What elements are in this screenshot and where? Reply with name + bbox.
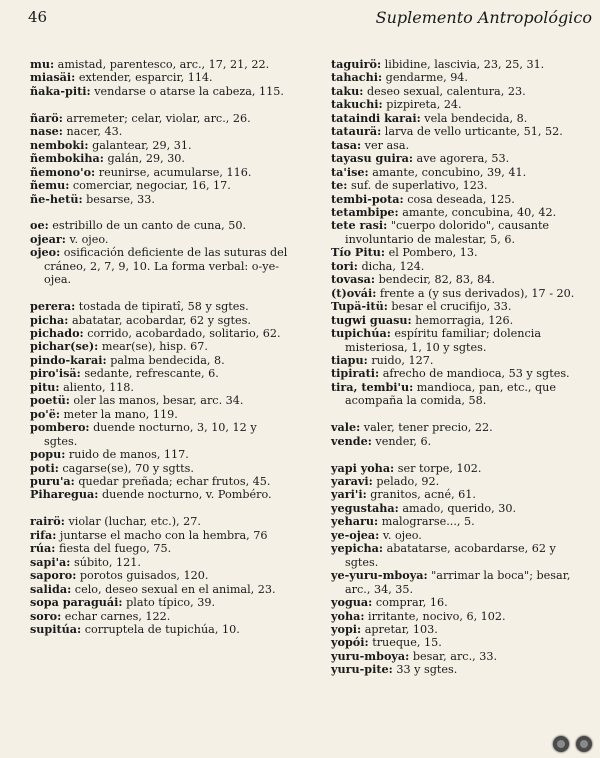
dictionary-entry — [30, 583, 292, 596]
entry-gloss: "arrimar la boca"; besar, arc., 34, 35. — [345, 569, 571, 596]
entry-headword: perera: — [30, 299, 76, 314]
entry-headword: te: — [331, 178, 348, 193]
entry-gloss: celo, deseo sexual en el animal, 23. — [71, 582, 276, 596]
dictionary-entry — [30, 314, 292, 327]
running-title: Suplemento Antropológico — [375, 8, 592, 27]
dictionary-entry — [331, 314, 589, 327]
entry-headword: tataindi karai: — [331, 110, 421, 125]
entry-gap — [30, 98, 292, 111]
entry-headword: taku: — [331, 83, 364, 98]
dictionary-entry — [30, 58, 292, 71]
dictionary-entry — [331, 596, 589, 609]
entry-headword: picha: — [30, 312, 69, 327]
entry-gloss: amistad, parentesco, arc., 17, 21, 22. — [54, 58, 270, 71]
entry-gloss: frente a (y sus derivados), 17 - 20. — [376, 286, 575, 300]
dictionary-entry — [30, 327, 292, 340]
entry-gloss: espíritu familiar; dolencia misteriosa, 1, 10 y sgtes. — [345, 327, 541, 354]
entry-gloss: libidine, lascivia, 23, 25, 31. — [381, 58, 545, 71]
entry-gloss: duende nocturno, v. Pombéro. — [98, 488, 272, 502]
entry-gloss: violar (luchar, etc.), 27. — [64, 515, 201, 529]
dictionary-entry — [30, 556, 292, 569]
entry-gloss: porotos guisados, 120. — [76, 569, 209, 583]
entry-headword: rúa: — [30, 541, 56, 556]
entry-gloss: duende nocturno, 3, 10, 12 y sgtes. — [44, 421, 257, 448]
dictionary-entry — [331, 663, 589, 676]
entry-headword: tugwi guasu: — [331, 312, 412, 327]
dictionary-entry — [331, 300, 589, 313]
dictionary-entry — [331, 287, 589, 300]
entry-headword: ye-ojea: — [331, 527, 380, 542]
entry-headword: tataurä: — [331, 124, 382, 139]
dictionary-entry — [331, 610, 589, 623]
entry-gloss: gendarme, 94. — [382, 71, 468, 85]
dictionary-entry — [30, 488, 292, 501]
entry-gap — [30, 502, 292, 515]
entry-headword: tovasa: — [331, 272, 376, 287]
dictionary-entry — [30, 529, 292, 542]
entry-headword: ñemu: — [30, 178, 70, 193]
dictionary-entry — [331, 367, 589, 380]
dictionary-entry — [331, 623, 589, 636]
dictionary-entry — [331, 179, 589, 192]
entry-gloss: el Pombero, 13. — [385, 246, 478, 260]
entry-gloss: irritante, nocivo, 6, 102. — [364, 609, 506, 623]
dictionary-entry — [331, 636, 589, 649]
entry-headword: taguirö: — [331, 57, 382, 71]
entry-gloss: v. ojeo. — [65, 232, 109, 246]
dictionary-entry — [30, 569, 292, 582]
dictionary-entry — [331, 246, 589, 259]
entry-gloss: vela bendecida, 8. — [420, 111, 528, 125]
entry-headword: sapi'a: — [30, 554, 71, 569]
entry-gloss: suf. de superlativo, 123. — [347, 179, 488, 193]
entry-headword: vende: — [331, 433, 372, 448]
dictionary-entry — [30, 596, 292, 609]
entry-gloss: echar carnes, 122. — [61, 609, 171, 623]
entry-headword: pitu: — [30, 379, 60, 394]
entry-headword: tiapu: — [331, 352, 368, 367]
entry-headword: tasa: — [331, 137, 362, 152]
entry-gloss: vender, 6. — [371, 434, 432, 448]
entry-gloss: tostada de tipiratî, 58 y sgtes. — [75, 300, 249, 314]
entry-headword: yeharu: — [331, 514, 379, 529]
entry-headword: ta'ise: — [331, 164, 369, 179]
entry-gap — [30, 206, 292, 219]
entry-headword: tira, tembi'u: — [331, 379, 414, 394]
dictionary-entry — [30, 300, 292, 313]
dictionary-entry — [331, 650, 589, 663]
entry-headword: tete rasi: — [331, 218, 388, 233]
dictionary-entry — [30, 475, 292, 488]
entry-gloss: quedar preñada; echar frutos, 45. — [74, 475, 271, 488]
dictionary-entry — [331, 435, 589, 448]
dictionary-entry — [331, 421, 589, 434]
entry-headword: ñaka-piti: — [30, 83, 91, 98]
dictionary-entry — [331, 206, 589, 219]
dictionary-entry — [30, 542, 292, 555]
dictionary-entry — [30, 179, 292, 192]
entry-headword: pichado: — [30, 326, 84, 341]
entry-headword: pichar(se): — [30, 339, 99, 354]
entry-headword: ñembokiha: — [30, 151, 104, 166]
dictionary-entry — [30, 246, 292, 286]
entry-headword: takuchi: — [331, 97, 383, 112]
dictionary-entry — [30, 152, 292, 165]
entry-gloss: bendecir, 82, 83, 84. — [375, 273, 495, 287]
entry-gloss: mandioca, pan, etc., que acompaña la comida, 58. — [345, 380, 556, 408]
entry-headword: ye-yuru-mboya: — [331, 568, 428, 583]
entry-gloss: ser torpe, 102. — [394, 461, 482, 475]
entry-gloss: mear(se), hisp. 67. — [98, 340, 208, 354]
dictionary-entry — [30, 381, 292, 394]
dictionary-entry — [30, 219, 292, 232]
entry-headword: pombero: — [30, 420, 90, 435]
entry-headword: supitúa: — [30, 621, 82, 636]
entry-gloss: cosa deseada, 125. — [403, 192, 515, 206]
left-column — [30, 58, 292, 636]
entry-headword: poetü: — [30, 393, 70, 408]
dictionary-entry — [331, 273, 589, 286]
entry-gloss: pizpireta, 24. — [382, 98, 462, 112]
dictionary-entry — [331, 58, 589, 71]
dictionary-entry — [331, 515, 589, 528]
entry-headword: po'ë: — [30, 406, 60, 421]
entry-headword: oe: — [30, 218, 49, 233]
entry-headword: ojeo: — [30, 245, 61, 260]
entry-gloss: ruido de manos, 117. — [65, 448, 189, 462]
dictionary-entry — [30, 125, 292, 138]
entry-gloss: dicha, 124. — [357, 259, 425, 273]
entry-headword: tembi-pota: — [331, 191, 404, 206]
entry-gloss: amante, concubino, 39, 41. — [368, 165, 527, 179]
entry-gloss: hemorragia, 126. — [411, 313, 514, 327]
dictionary-entry — [30, 112, 292, 125]
entry-headword: puru'a: — [30, 474, 75, 488]
dictionary-entry — [30, 166, 292, 179]
entry-headword: piro'isä: — [30, 366, 81, 381]
entry-headword: ñarö: — [30, 110, 63, 125]
entry-headword: ñe-hetü: — [30, 191, 83, 206]
entry-headword: tahachi: — [331, 70, 383, 85]
dictionary-entry — [331, 71, 589, 84]
dictionary-entry — [331, 529, 589, 542]
entry-gloss: trueque, 15. — [368, 636, 442, 650]
entry-headword: tipirati: — [331, 366, 380, 381]
entry-gloss: cagarse(se), 70 y sgtts. — [58, 461, 194, 475]
dictionary-entry — [331, 260, 589, 273]
entry-gloss: aliento, 118. — [59, 380, 134, 394]
entry-headword: yopói: — [331, 635, 369, 650]
entry-headword: yuru-pite: — [331, 662, 393, 677]
page-number: 46 — [28, 8, 48, 26]
entry-headword: saporo: — [30, 568, 77, 583]
entry-gloss: meter la mano, 119. — [59, 407, 178, 421]
entry-headword: ojear: — [30, 231, 66, 246]
dictionary-entry — [30, 367, 292, 380]
entry-gloss: arremeter; celar, violar, arc., 26. — [62, 111, 251, 125]
entry-gloss: comprar, 16. — [372, 596, 448, 610]
entry-headword: yepicha: — [331, 541, 384, 556]
entry-gloss: juntarse el macho con la hembra, 76 — [56, 528, 268, 542]
dictionary-entry — [331, 475, 589, 488]
entry-gloss: deseo sexual, calentura, 23. — [363, 84, 526, 98]
entry-gloss: oler las manos, besar, arc. 34. — [69, 394, 244, 408]
entry-headword: vale: — [331, 420, 361, 435]
entry-gloss: besar, arc., 33. — [409, 649, 498, 663]
entry-headword: Tío Pitu: — [331, 245, 386, 260]
entry-headword: yegustaha: — [331, 500, 399, 515]
entry-headword: tetambipe: — [331, 204, 399, 219]
entry-gap — [30, 287, 292, 300]
dictionary-entry — [30, 71, 292, 84]
entry-headword: Piharegua: — [30, 487, 99, 502]
dictionary-entry — [331, 327, 589, 354]
entry-headword: rairö: — [30, 514, 65, 529]
entry-gloss: vendarse o atarse la cabeza, 115. — [90, 84, 284, 98]
entry-gloss: valer, tener precio, 22. — [360, 421, 493, 435]
dictionary-entry — [331, 193, 589, 206]
entry-headword: pindo-karai: — [30, 352, 107, 367]
entry-gloss: v. ojeo. — [379, 528, 422, 542]
entry-gloss: larva de vello urticante, 51, 52. — [381, 125, 563, 139]
entry-gloss: palma bendecida, 8. — [106, 353, 225, 367]
entry-gloss: abatatar, acobardar, 62 y sgtes. — [68, 313, 251, 327]
dictionary-entry — [30, 340, 292, 353]
entry-headword: yopi: — [331, 622, 362, 636]
dictionary-entry — [331, 98, 589, 111]
entry-gloss: malograrse..., 5. — [378, 515, 475, 529]
dictionary-entry — [331, 354, 589, 367]
entry-gloss: fiesta del fuego, 75. — [55, 542, 172, 556]
entry-gap — [331, 408, 589, 421]
page-header — [28, 8, 592, 28]
entry-gloss: nacer, 43. — [62, 125, 123, 139]
entry-headword: sopa paraguái: — [30, 595, 123, 610]
entry-gloss: ver asa. — [361, 138, 410, 152]
entry-gloss: amado, querido, 30. — [398, 501, 517, 515]
dictionary-entry — [331, 139, 589, 152]
dictionary-entry — [30, 623, 292, 636]
entry-headword: rifa: — [30, 527, 57, 542]
entry-gloss: besarse, 33. — [82, 192, 155, 206]
entry-gap — [331, 448, 589, 461]
entry-gloss: ruido, 127. — [367, 353, 434, 367]
entry-gloss: corruptela de tupichúa, 10. — [81, 622, 240, 636]
entry-headword: nemboki: — [30, 137, 89, 152]
dictionary-entry — [30, 233, 292, 246]
entry-headword: mu: — [30, 57, 55, 71]
entry-headword: Tupä-itü: — [331, 299, 388, 314]
dictionary-entry — [331, 166, 589, 179]
entry-headword: yogua: — [331, 595, 373, 610]
dictionary-entry — [331, 462, 589, 475]
entry-headword: (t)ovái: — [331, 285, 377, 300]
dictionary-entry — [331, 125, 589, 138]
entry-gloss: besar el crucifijo, 33. — [387, 300, 512, 314]
entry-gloss: reunirse, acumularse, 116. — [95, 165, 252, 179]
entry-gloss: galantear, 29, 31. — [88, 138, 192, 152]
entry-gloss: afrecho de mandioca, 53 y sgtes. — [379, 367, 570, 381]
entry-gloss: súbito, 121. — [70, 555, 141, 569]
entry-gloss: ave agorera, 53. — [412, 152, 510, 166]
entry-headword: yoha: — [331, 608, 365, 623]
dictionary-entry — [30, 408, 292, 421]
next-page-icon[interactable] — [576, 736, 592, 752]
entry-gloss: pelado, 92. — [372, 475, 440, 489]
entry-headword: yapi yoha: — [331, 460, 395, 475]
dictionary-entry — [30, 515, 292, 528]
dictionary-entry — [331, 488, 589, 501]
entry-gloss: comerciar, negociar, 16, 17. — [69, 179, 231, 193]
entry-gloss: abatatarse, acobardarse, 62 y sgtes. — [345, 542, 556, 569]
dictionary-entry — [331, 381, 589, 408]
prev-page-icon[interactable] — [553, 736, 569, 752]
entry-headword: yaravi: — [331, 474, 373, 489]
entry-headword: ñemono'o: — [30, 164, 96, 179]
entry-headword: yari'i: — [331, 487, 367, 502]
entry-headword: tupichúa: — [331, 326, 391, 341]
entry-gloss: sedante, refrescante, 6. — [80, 367, 219, 381]
dictionary-entry — [30, 610, 292, 623]
dictionary-entry — [331, 85, 589, 98]
entry-headword: popu: — [30, 447, 66, 462]
dictionary-entry — [331, 569, 589, 596]
dictionary-entry — [331, 502, 589, 515]
entry-gloss: apretar, 103. — [361, 623, 438, 636]
entry-gloss: estribillo de un canto de cuna, 50. — [48, 219, 247, 233]
entry-headword: tayasu guira: — [331, 151, 413, 166]
dictionary-entry — [30, 139, 292, 152]
entry-headword: poti: — [30, 460, 59, 475]
dictionary-entry — [30, 394, 292, 407]
entry-headword: soro: — [30, 608, 62, 623]
entry-gloss: 33 y sgtes. — [392, 663, 458, 677]
entry-gloss: amante, concubina, 40, 42. — [398, 205, 557, 219]
dictionary-entry — [30, 85, 292, 98]
dictionary-entry — [30, 193, 292, 206]
entry-gloss: osificación deficiente de las suturas del cráneo, 2, 7, 9, 10. La forma verbal: o-ye-ojea. — [44, 246, 288, 287]
entry-gloss: "cuerpo dolorido", causante involuntario de malestar, 5, 6. — [345, 219, 550, 246]
dictionary-entry — [331, 112, 589, 125]
entry-headword: miasäi: — [30, 70, 76, 85]
entry-gloss: corrido, acobardado, solitario, 62. — [83, 327, 281, 341]
entry-gloss: extender, esparcir, 114. — [75, 71, 213, 85]
entry-gloss: plato típico, 39. — [122, 596, 216, 610]
dictionary-entry — [30, 354, 292, 367]
entry-headword: tori: — [331, 258, 358, 273]
entry-headword: yuru-mboya: — [331, 648, 410, 663]
dictionary-entry — [30, 421, 292, 448]
dictionary-entry — [331, 542, 589, 569]
right-column — [331, 58, 589, 677]
entry-headword: salida: — [30, 581, 72, 596]
dictionary-entry — [331, 219, 589, 246]
dictionary-entry — [30, 462, 292, 475]
entry-headword: nase: — [30, 124, 63, 139]
dictionary-entry — [30, 448, 292, 461]
dictionary-entry — [331, 152, 589, 165]
entry-gloss: galán, 29, 30. — [103, 152, 185, 166]
entry-gloss: granitos, acné, 61. — [366, 488, 476, 502]
